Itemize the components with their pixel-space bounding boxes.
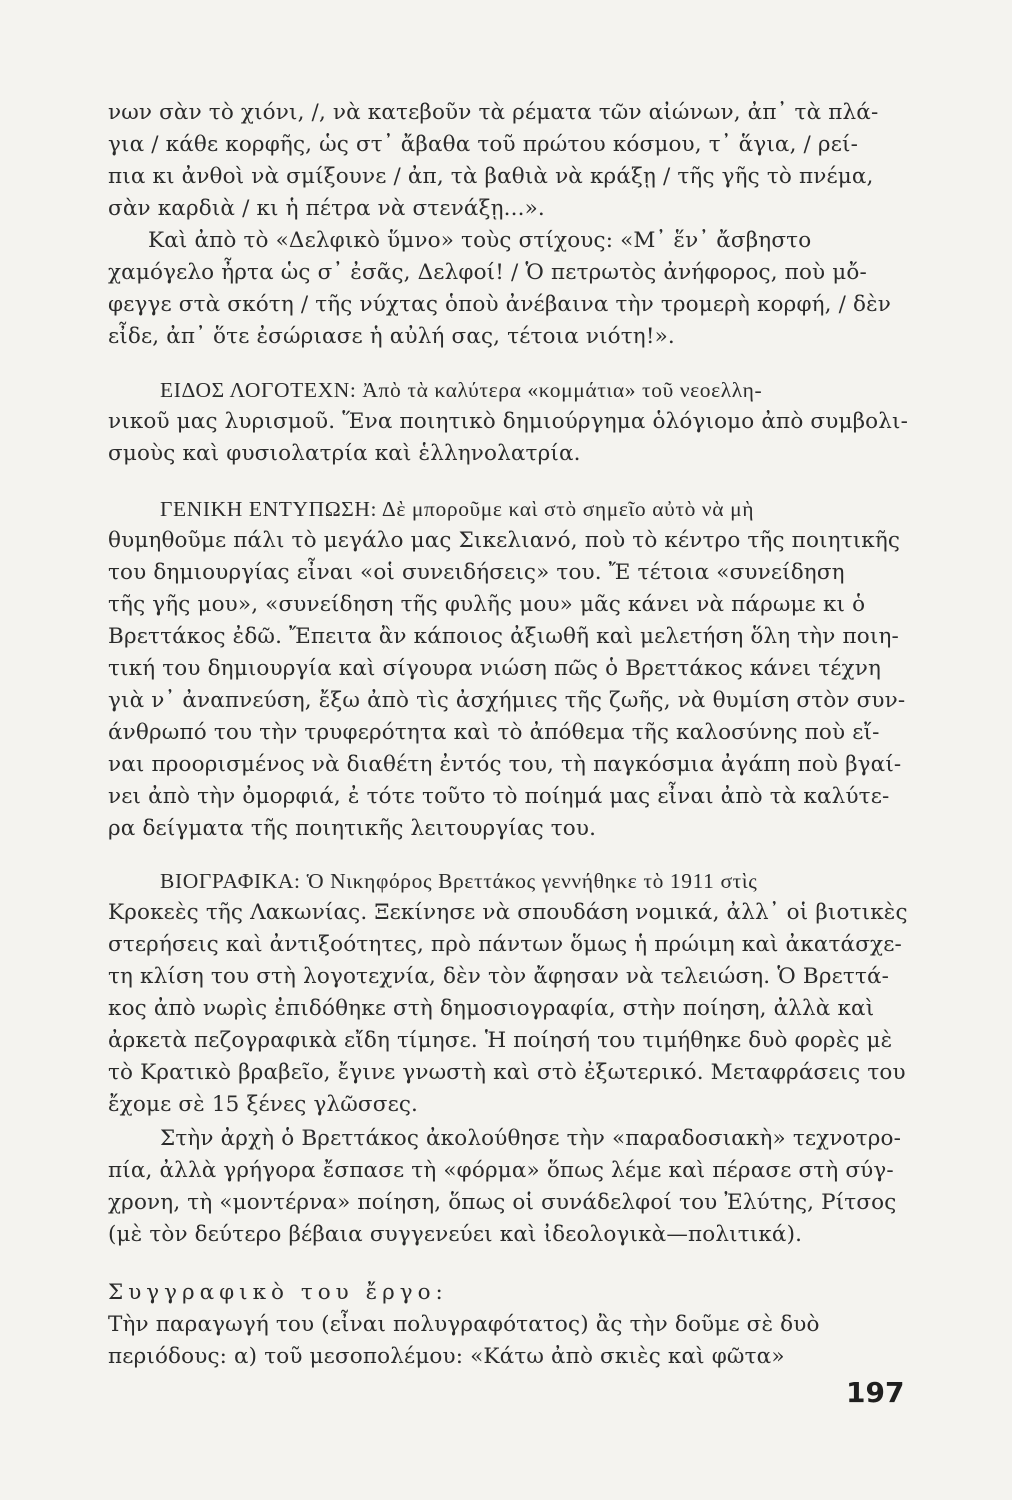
text-line: ἀρκετὰ πεζογραφικὰ εἴδη τίμησε. Ἡ ποίησή του τιμήθηκε δυὸ φορὲς μὲ <box>108 1028 893 1053</box>
text-line: φεγγε στὰ σκότη / τῆς νύχτας ὁποὺ ἀνέβαινα τὴν τρομερὴ κορφή, / δὲν <box>108 292 892 317</box>
text-line: ναι προορισμένος νὰ διαθέτη ἐντός του, τὴ παγκόσμια ἀγάπη ποὺ βγαί- <box>108 752 902 777</box>
section-heading-line: ΓΕΝΙΚΗ ΕΝΤΥΠΩΣΗ: Δὲ μποροῦμε καὶ στὸ σημεῖο αὐτὸ νὰ μὴ <box>160 497 755 521</box>
text-line: Καὶ ἀπὸ τὸ «Δελφικὸ ὕμνο» τοὺς στίχους: «Μ᾽ ἕν᾽ ἄσβηστο <box>148 228 812 253</box>
text-line: τὸ Κρατικὸ βραβεῖο, ἔγινε γνωστὴ καὶ στὸ ἐξωτερικό. Μεταφράσεις του <box>108 1060 906 1085</box>
text-line: του δημιουργίας εἶναι «οἱ συνειδήσεις» του. Ἔ τέτοια «συνείδηση <box>108 560 845 585</box>
text-line: ἔχομε σὲ 15 ξένες γλῶσσες. <box>108 1092 419 1117</box>
text-line: τική του δημιουργία καὶ σίγουρα νιώση πῶς ὁ Βρεττάκος κάνει τέχνη <box>108 656 881 681</box>
text-line: τῆς γῆς μου», «συνείδηση τῆς φυλῆς μου» μᾶς κάνει νὰ πάρωμε κι ὁ <box>108 592 866 617</box>
text-line: χαμόγελο ἦρτα ὡς σ᾽ ἐσᾶς, Δελφοί! / Ὁ πετρωτὸς ἀνήφορος, ποὺ μὄ- <box>108 260 867 285</box>
text-line: Κροκεὲς τῆς Λακωνίας. Ξεκίνησε νὰ σπουδάση νομικά, ἀλλ᾽ οἱ βιοτικὲς <box>108 900 908 925</box>
page-number: 197 <box>846 1376 905 1409</box>
text-line: Βρεττάκος ἐδῶ. Ἔπειτα ἂν κάποιος ἀξιωθῆ καὶ μελετήση ὅλη τὴν ποιη- <box>108 624 899 649</box>
text-line: νων σὰν τὸ χιόνι, /, νὰ κατεβοῦν τὰ ρέματα τῶν αἰώνων, ἀπ᾽ τὰ πλά- <box>108 100 879 125</box>
text-line: περιόδους: α) τοῦ μεσοπολέμου: «Κάτω ἀπὸ σκιὲς καὶ φῶτα» <box>108 1344 785 1369</box>
text-line: άνθρωπό του τὴν τρυφερότητα καὶ τὸ ἀπόθεμα τῆς καλοσύνης ποὺ εἴ- <box>108 720 880 745</box>
text-line: στερήσεις καὶ ἀντιξοότητες, πρὸ πάντων ὅμως ἡ πρώιμη καὶ ἀκατάσχε- <box>108 932 902 957</box>
text-line: εἶδε, ἀπ᾽ ὅτε ἐσώριασε ἡ αὐλή σας, τέτοια νιότη!». <box>108 324 675 349</box>
text-line: για / κάθε κορφῆς, ὡς στ᾽ ἄβαθα τοῦ πρώτου κόσμου, τ᾽ ἅγια, / ρεί- <box>108 132 858 157</box>
text-line: πία, ἀλλὰ γρήγορα ἔσπασε τὴ «φόρμα» ὅπως λέμε καὶ πέρασε στὴ σύγ- <box>108 1158 894 1183</box>
text-line: κος ἀπὸ νωρὶς ἐπιδόθηκε στὴ δημοσιογραφία, στὴν ποίηση, ἀλλὰ καὶ <box>108 996 875 1021</box>
section-heading-line: ΕΙΔΟΣ ΛΟΓΟΤΕΧΝ: Ἀπὸ τὰ καλύτερα «κομμάτια» τοῦ νεοελλη- <box>160 378 763 402</box>
text-line: (μὲ τὸν δεύτερο βέβαια συγγενεύει καὶ ἰδεολογικὰ—πολιτικά). <box>108 1222 803 1247</box>
text-line: θυμηθοῦμε πάλι τὸ μεγάλο μας Σικελιανό, ποὺ τὸ κέντρο τῆς ποιητικῆς <box>108 528 901 553</box>
text-line: νει ἀπὸ τὴν ὀμορφιά, ἐ τότε τοῦτο τὸ ποίημά μας εἶναι ἀπὸ τὰ καλύτε- <box>108 784 890 809</box>
text-line: γιὰ ν᾽ ἀναπνεύση, ἔξω ἀπὸ τὶς ἀσχήμιες τῆς ζωῆς, νὰ θυμίση στὸν συν- <box>108 688 906 713</box>
text-line: τη κλίση του στὴ λογοτεχνία, δὲν τὸν ἄφησαν νὰ τελειώση. Ὁ Βρεττά- <box>108 964 890 989</box>
text-line: Στὴν ἀρχὴ ὁ Βρεττάκος ἀκολούθησε τὴν «παραδοσιακὴ» τεχνοτρο- <box>160 1126 901 1151</box>
text-line: πια κι ἀνθοὶ νὰ σμίξουνε / ἀπ, τὰ βαθιὰ νὰ κράξῃ / τῆς γῆς τὸ πνέμα, <box>108 164 874 189</box>
text-line: χρονη, τὴ «μοντέρνα» ποίηση, ὅπως οἱ συνάδελφοί του Ἐλύτης, Ρίτσος <box>108 1190 897 1215</box>
text-line: σμοὺς καὶ φυσιολατρία καὶ ἑλληνολατρία. <box>108 441 581 466</box>
text-line: σὰν καρδιὰ / κι ἡ πέτρα νὰ στενάξῃ...». <box>108 196 545 221</box>
text-line: ρα δείγματα τῆς ποιητικῆς λειτουργίας του. <box>108 816 597 841</box>
text-line: νικοῦ μας λυρισμοῦ. Ἕνα ποιητικὸ δημιούργημα ὁλόγιομο ἀπὸ συμβολι- <box>108 409 909 434</box>
section-heading-line: ΒΙΟΓΡΑΦΙΚΑ: Ὁ Νικηφόρος Βρεττάκος γεννήθηκε τὸ 1911 στὶς <box>160 869 758 893</box>
text-line: Τὴν παραγωγή του (εἶναι πολυγραφότατος) ἂς τὴν δοῦμε σὲ δυὸ <box>108 1312 820 1337</box>
subheading-line: Συγγραφικὸ του ἔργο: <box>108 1280 448 1305</box>
